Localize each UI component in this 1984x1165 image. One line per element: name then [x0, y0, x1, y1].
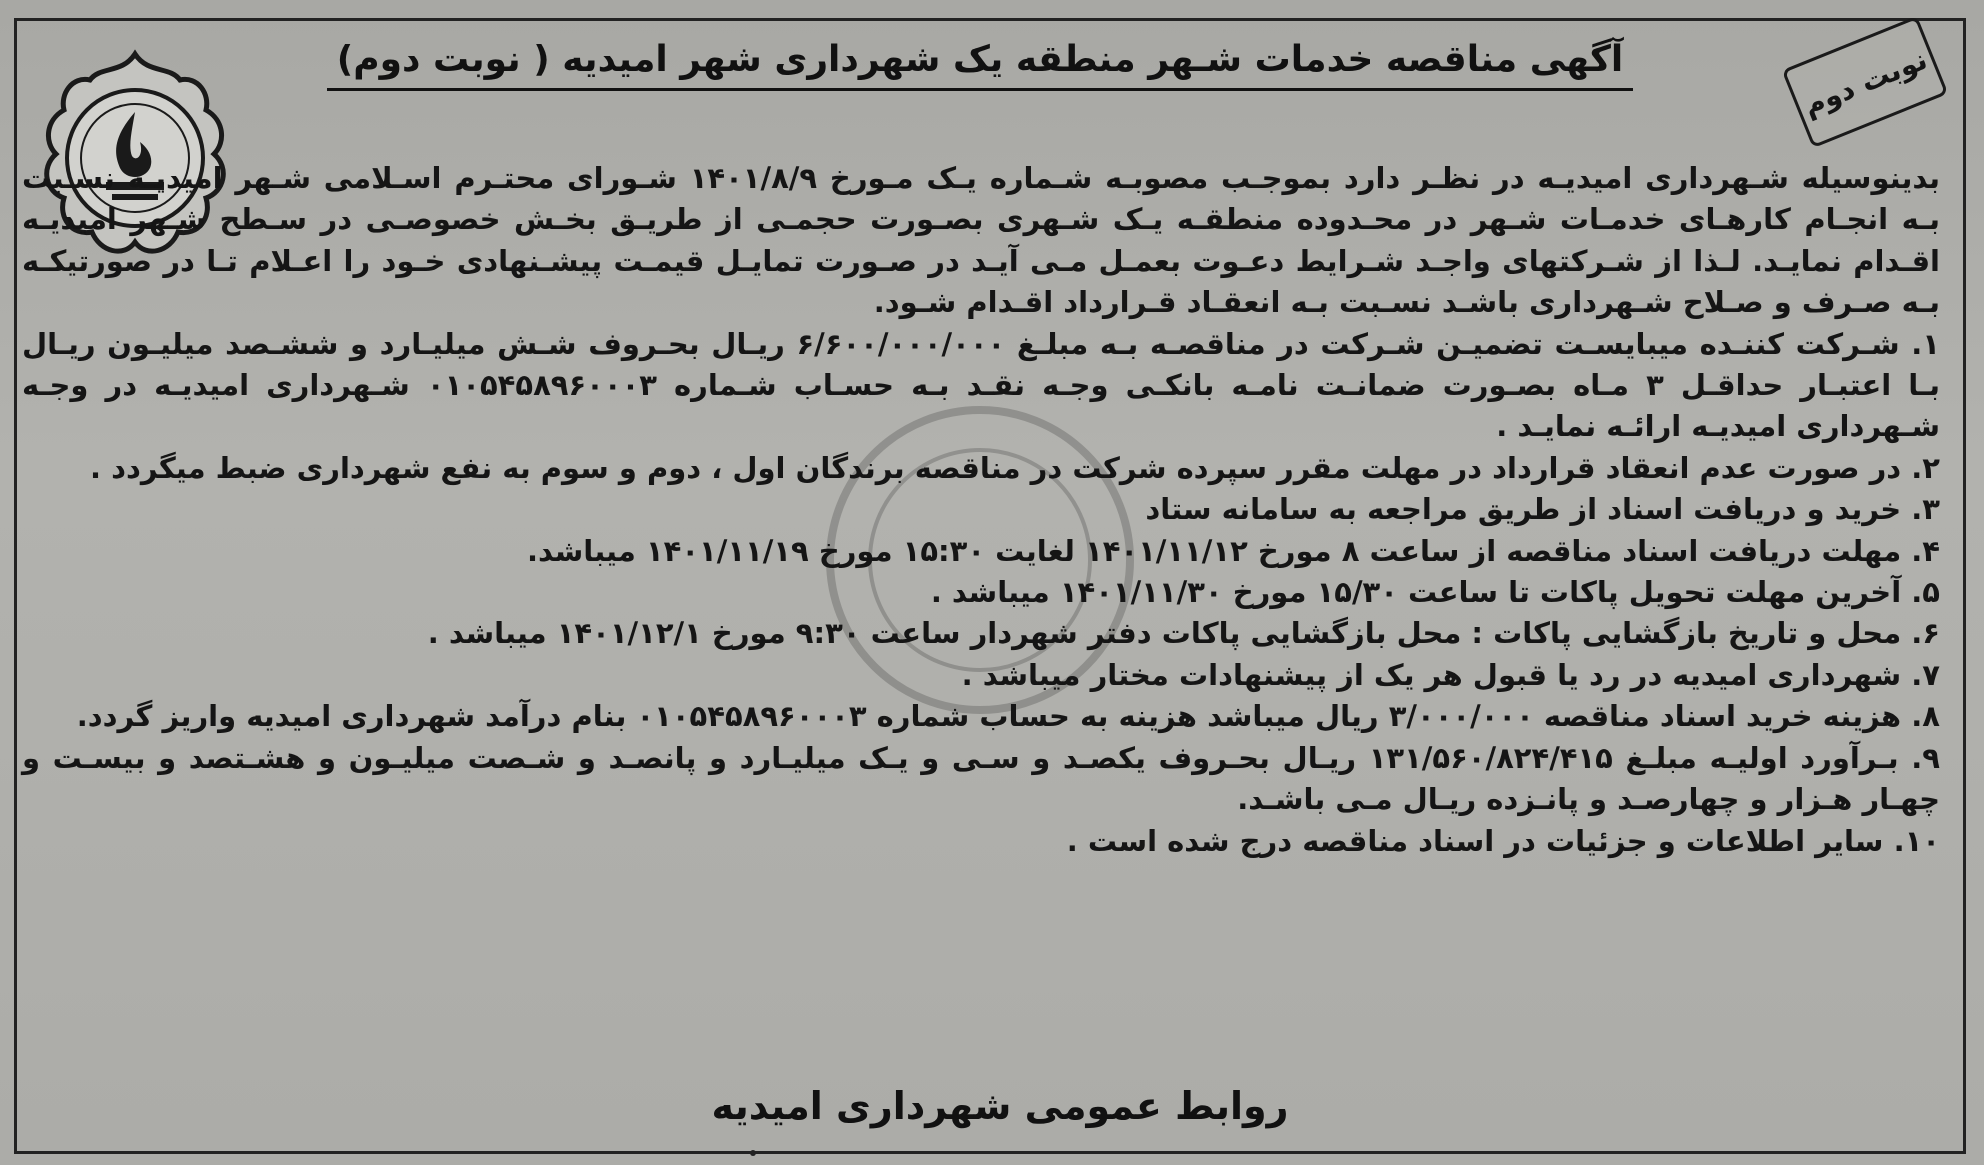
- list-item: [22, 613, 1940, 654]
- conditions-list: [22, 324, 1940, 862]
- list-item: [22, 821, 1940, 862]
- list-item: [22, 696, 1940, 737]
- notice-title: آگهی مناقصه خدمات شـهر منطقه یک شهرداری شهر امیدیه ( نوبت دوم): [327, 34, 1633, 91]
- list-item: [22, 448, 1940, 489]
- signature-public-relations: روابط عمومی شهرداری امیدیه: [711, 1084, 1289, 1128]
- item-number: ۴.: [1911, 533, 1940, 568]
- item-text: بـرآورد اولیـه مبلـغ ۱۳۱/۵۶۰/۸۲۴/۴۱۵ ریـال بحـروف یکصـد و سـی و یـک میلیـارد و پانصـد و شـصت میلیـون و هشـتصد و بیسـت و چهـار هـزار و چهارصـد و پانـزده ریـال مـی باشـد.: [22, 740, 1940, 817]
- intro-paragraph: [22, 158, 1940, 324]
- item-text: خرید و دریافت اسناد از طریق مراجعه به سامانه ستاد: [1145, 492, 1902, 527]
- item-number: ۵.: [1911, 575, 1940, 610]
- item-number: ۳.: [1911, 492, 1940, 527]
- intro-text: بدینوسیله شـهرداری امیدیـه در نظـر دارد بموجـب مصوبـه شـماره یـک مـورخ ۱۴۰۱/۸/۹ شـورای محتـرم اسـلامی شـهر امیدیـه نسـبت بـه انجـام کارهـای خدمـات شـهر در محـدوده منطقـه یـک شـهری بصـورت حجمـی از طریـق بخـش خصوصـی در سـطح شـهر امیدیـه اقـدام نمایـد. لـذا از شـرکتهای واجـد شـرایط دعـوت بعمـل مـی آیـد در صـورت تمایـل قیمـت پیشـنهادی خـود را اعـلام تـا در صورتیکـه بـه صـرف و صـلاح شـهرداری باشـد نسـبت بـه انعقـاد قـرارداد اقـدام شـود.: [22, 161, 1940, 320]
- item-text: شـرکت کننـده میبایسـت تضمیـن شـرکت در مناقصـه بـه مبلـغ ۶/۶۰۰/۰۰۰/۰۰۰ ریـال بحـروف شـش میلیـارد و ششـصد میلیـون ریـال بـا اعتبـار حداقـل ۳ مـاه بصـورت ضمانـت نامـه بانکـی وجـه نقـد بـه حسـاب شـماره ۰۱۰۵۴۵۸۹۶۰۰۰۳ شـهرداری امیدیـه در وجـه شـهرداری امیدیـه ارائـه نمایـد .: [22, 326, 1940, 444]
- stamp-label: نوبت دوم: [1798, 42, 1932, 122]
- list-item: [22, 489, 1940, 530]
- item-text: سایر اطلاعات و جزئیات در اسناد مناقصه درج شده است .: [1066, 823, 1884, 858]
- item-number: ۶.: [1911, 616, 1940, 651]
- title-block: [300, 34, 1660, 91]
- item-number: ۱۰.: [1893, 823, 1940, 858]
- item-number: ۱.: [1911, 326, 1940, 361]
- item-number: ۹.: [1911, 740, 1940, 775]
- item-text: در صورت عدم انعقاد قرارداد در مهلت مقرر سپرده شرکت در مناقصه برندگان اول ، دوم و سوم به نفع شهرداری ضبط میگردد .: [89, 450, 1902, 485]
- item-number: ۲.: [1911, 450, 1940, 485]
- list-item: [22, 324, 1940, 448]
- list-item: [22, 572, 1940, 613]
- list-item: [22, 655, 1940, 696]
- item-text: آخرین مهلت تحویل پاکات تا ساعت ۱۵/۳۰ مورخ ۱۴۰۱/۱۱/۳۰ میباشد .: [930, 575, 1902, 610]
- list-item: [22, 738, 1940, 821]
- item-text: مهلت دریافت اسناد مناقصه از ساعت ۸ مورخ ۱۴۰۱/۱۱/۱۲ لغایت ۱۵:۳۰ مورخ ۱۴۰۱/۱۱/۱۹ میباشد.: [527, 533, 1902, 568]
- item-number: ۸.: [1911, 699, 1940, 734]
- item-number: ۷.: [1911, 657, 1940, 692]
- notice-body: [22, 158, 1940, 862]
- print-speck: [750, 1150, 756, 1156]
- list-item: [22, 531, 1940, 572]
- item-text: هزینه خرید اسناد مناقصه ۳/۰۰۰/۰۰۰ ریال میباشد هزینه به حساب شماره ۰۱۰۵۴۵۸۹۶۰۰۰۳ بنام درآمد شهرداری امیدیه واریز گردد.: [76, 699, 1902, 734]
- item-text: شهرداری امیدیه در رد یا قبول هر یک از پیشنهادات مختار میباشد .: [961, 657, 1902, 692]
- item-text: محل و تاریخ بازگشایی پاکات : محل بازگشایی پاکات دفتر شهردار ساعت ۹:۳۰ مورخ ۱۴۰۱/۱۲/۱ میباشد .: [427, 616, 1902, 651]
